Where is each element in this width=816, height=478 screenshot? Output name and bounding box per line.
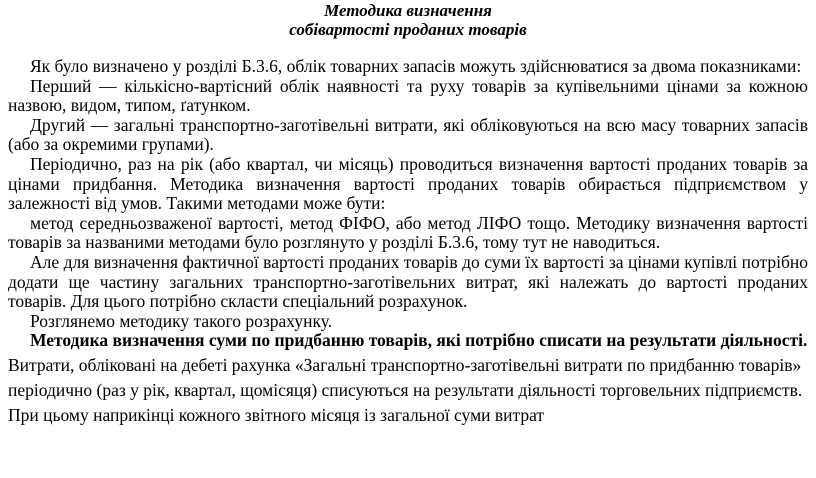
section-heading: Методика визначення суми по придбанню товарів, які потрібно списати на результати діяльності. [30,330,808,351]
paragraph-consider: Розглянемо методику такого розрахунку. [30,310,333,331]
title-line-2: собівартості проданих товарів [289,20,527,39]
paragraph-methods: метод середньозваженої вартості, метод ФІФО, або метод ЛІФО тощо. Методику визначення вартості товарів за названими методами було розглянуто у розділі Б.3.6, тому тут не наводиться. [8,212,808,253]
paragraph-periodic: Періодично, раз на рік (або квартал, чи місяць) проводиться визначення вартості проданих товарів за цінами придбання. Методика визначення вартості проданих товарів обирається підприємством у залежності від умов. Такими методами може бути: [8,153,808,214]
paragraph-first: Перший — кількісно-вартісний облік наявності та руху товарів за купівельними цінами за кожною назвою, видом, типом, ґатунком. [8,75,808,116]
paragraph-second: Другий — загальні транспортно-заготівельні витрати, які обліковуються на всю масу товарних запасів (або за окремими групами). [8,114,808,155]
document-body [8,57,808,428]
paragraph-intro: Як було визначено у розділі Б.3.6, облік товарних запасів можуть здійснюватися за двома показниками: [30,56,802,76]
paragraph-expenses: Витрати, обліковані на дебеті рахунка «Загальні транспортно-заготівельні витрати по придбанню товарів» періодично (раз у рік, квартал, щомісяця) списуються на результати діяльності торговельних підприємств. При цьому наприкінці кожного звітного місяця із загальної суми витрат [8,354,803,425]
title-line-1: Методика визначення [324,1,492,20]
paragraph-actual-cost: Але для визначення фактичної вартості проданих товарів до суми їх вартості за цінами купівлі потрібно додати ще частину загальних транспортно-заготівельних витрат, які належать до вартості проданих товарів. Для цього потрібно скласти спеціальний розрахунок. [8,251,808,312]
